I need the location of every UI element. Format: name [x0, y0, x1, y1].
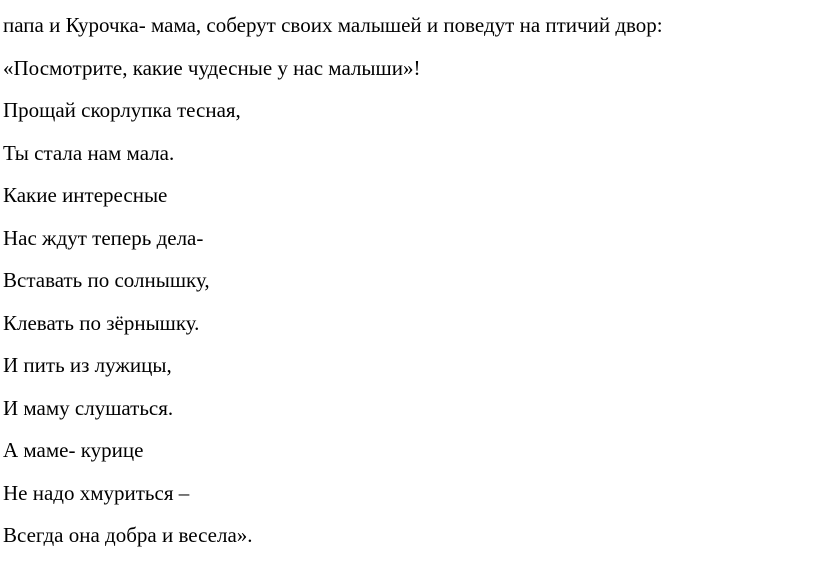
text-line: Вставать по солнышку,	[3, 268, 210, 292]
text-line: Всегда она добра и весела».	[3, 523, 253, 547]
text-line: И пить из лужицы,	[3, 353, 172, 377]
poem-text	[3, 4, 663, 557]
text-line: «Посмотрите, какие чудесные у нас малыши»!	[3, 55, 421, 80]
text-line: Клевать по зёрнышку.	[3, 310, 200, 335]
text-line: Нас ждут теперь дела-	[3, 225, 204, 250]
text-line: Прощай скорлупка тесная,	[3, 98, 241, 122]
text-line: А маме- курице	[3, 438, 144, 462]
text-line: папа и Курочка- мама, соберут своих малышей и поведут на птичий двор:	[3, 13, 663, 37]
text-line: Какие интересные	[3, 183, 168, 207]
text-line: Ты стала нам мала.	[3, 140, 175, 165]
text-line: Не надо хмуриться –	[3, 480, 190, 505]
text-line: И маму слушаться.	[3, 395, 174, 420]
